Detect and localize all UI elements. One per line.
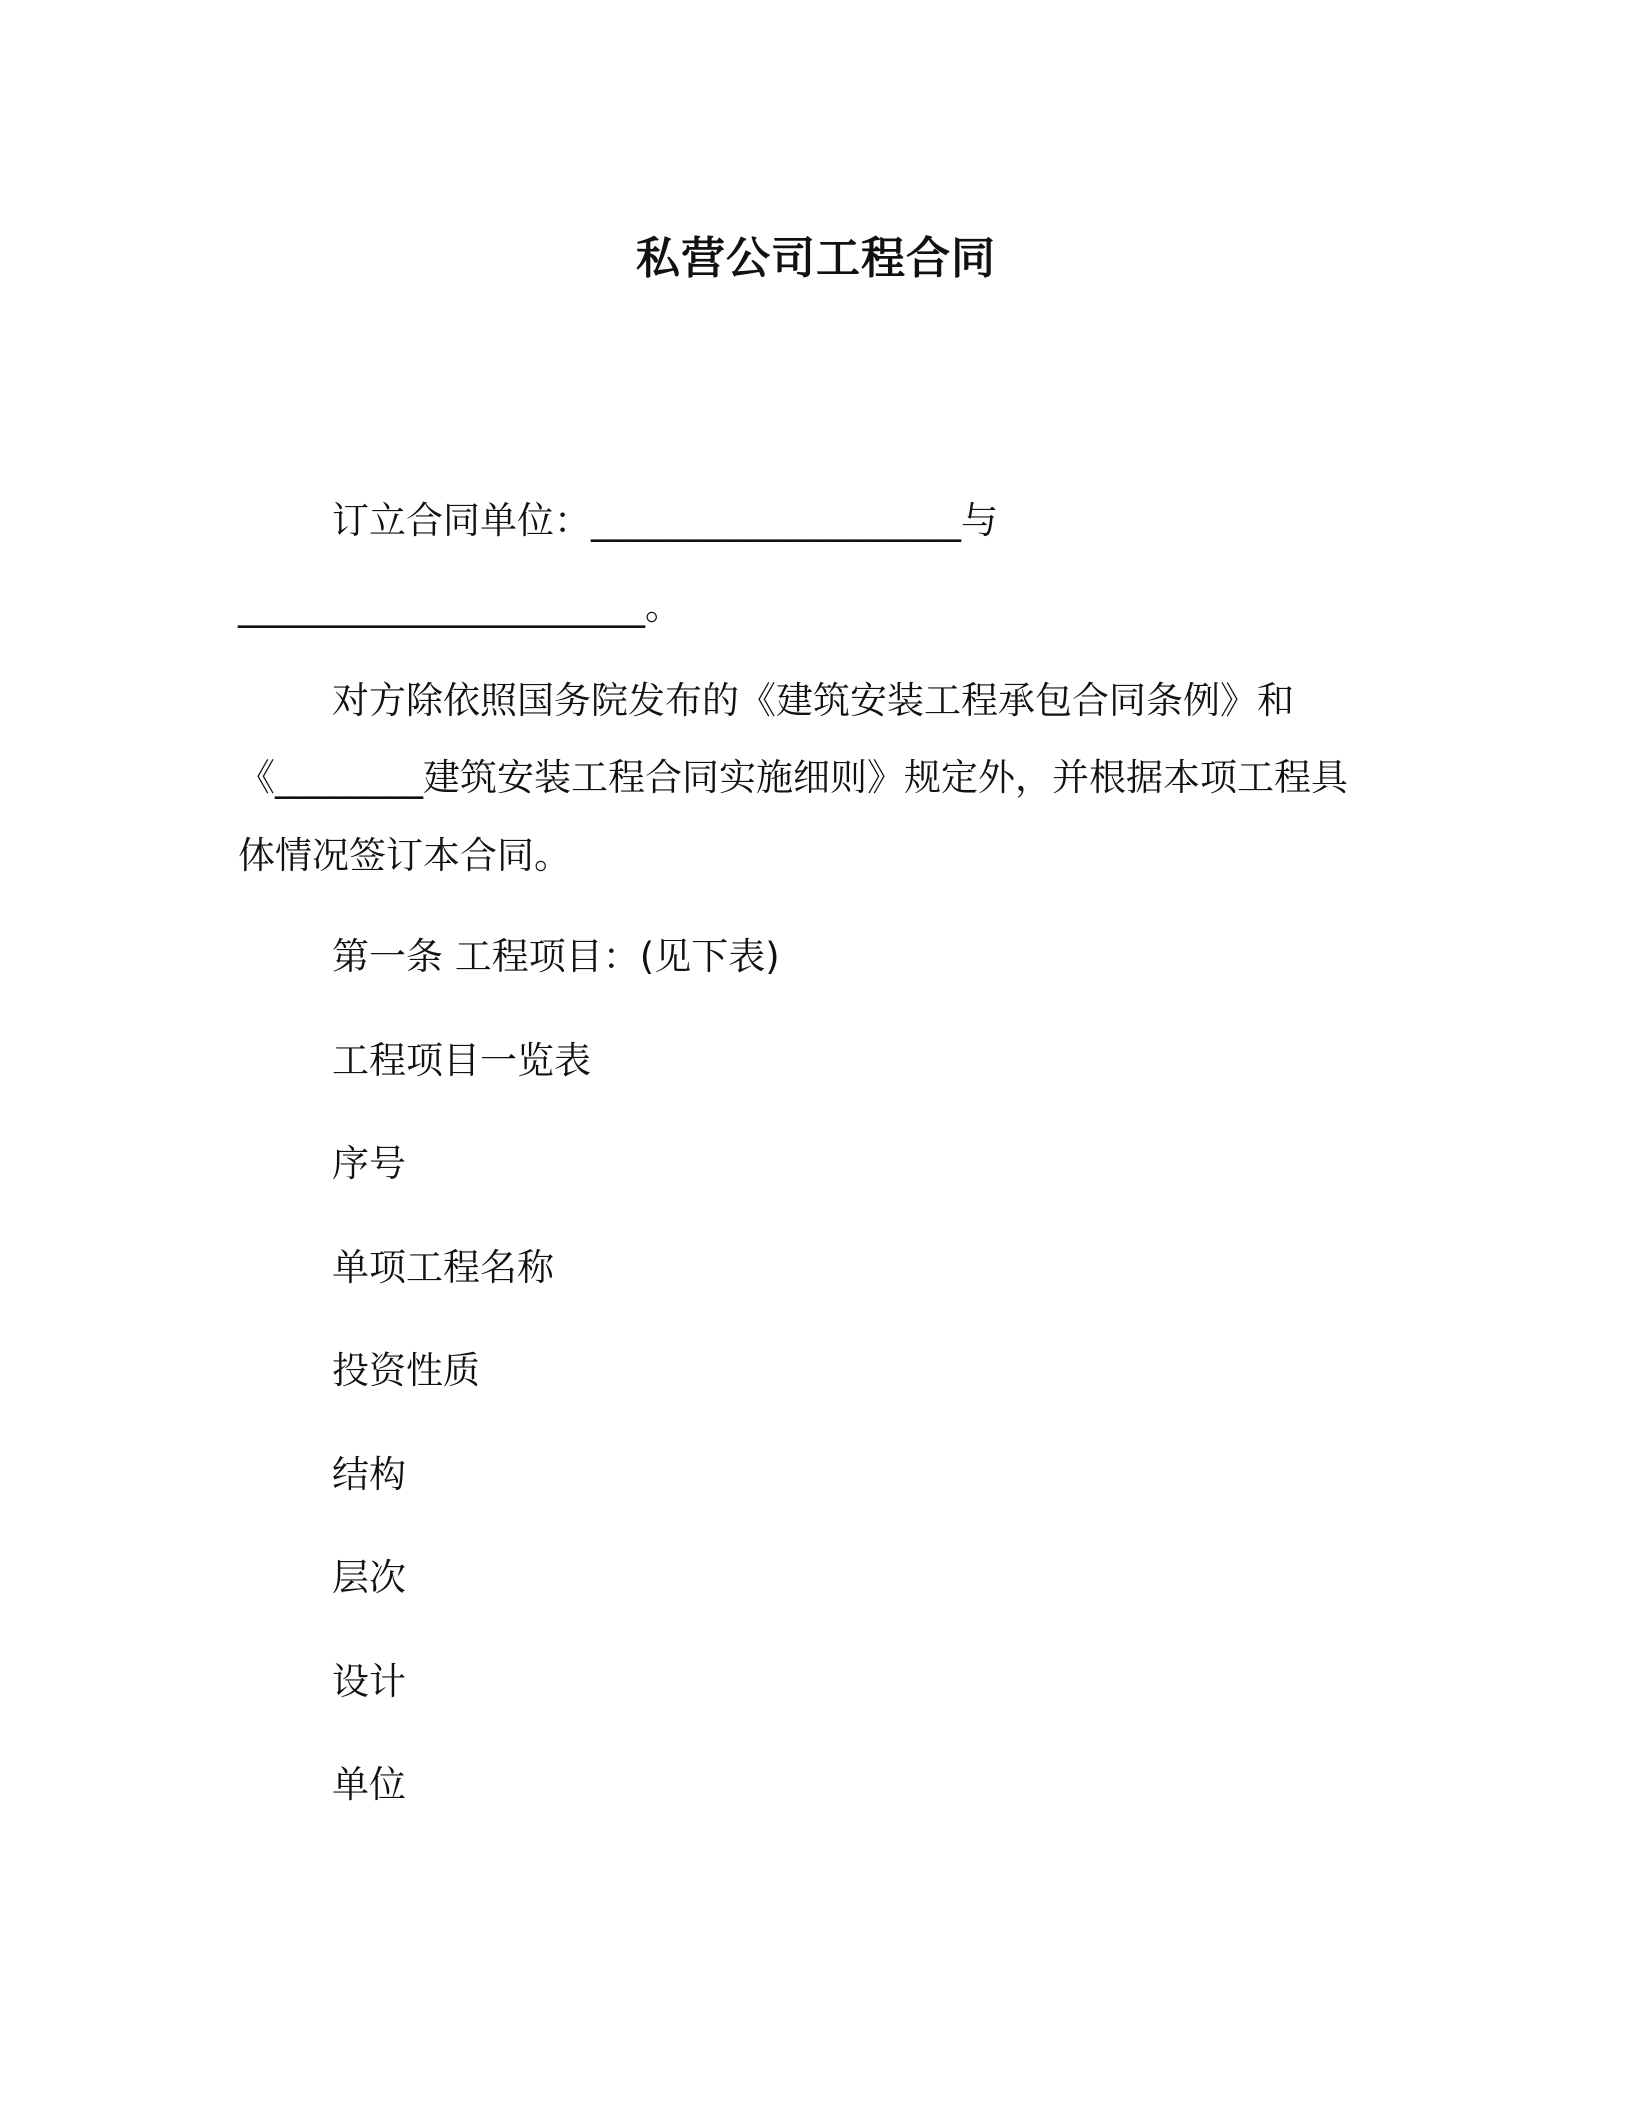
intro-paragraph-line: 体情况签订本合同。 [238,834,571,877]
article-1-heading: 第一条 工程项目：(见下表) [332,935,780,978]
table-header-item: 设计 [332,1660,406,1703]
table-header-item: 单位 [332,1763,406,1806]
intro-paragraph-line: 《________建筑安装工程合同实施细则》规定外，并根据本项工程具 [238,756,1348,799]
intro-paragraph-line: 对方除依照国务院发布的《建筑安装工程承包合同条例》和 [332,679,1294,722]
table-header-item: 单项工程名称 [332,1246,554,1289]
contracting-parties-line-continued: ______________________。 [238,585,682,628]
contracting-parties-line: 订立合同单位：____________________与 [332,499,998,542]
table-title: 工程项目一览表 [332,1039,591,1082]
table-header-item: 序号 [332,1142,406,1185]
table-header-item: 结构 [332,1453,406,1496]
table-header-item: 投资性质 [332,1349,480,1392]
table-header-item: 层次 [332,1556,406,1599]
document-title: 私营公司工程合同 [636,233,996,284]
